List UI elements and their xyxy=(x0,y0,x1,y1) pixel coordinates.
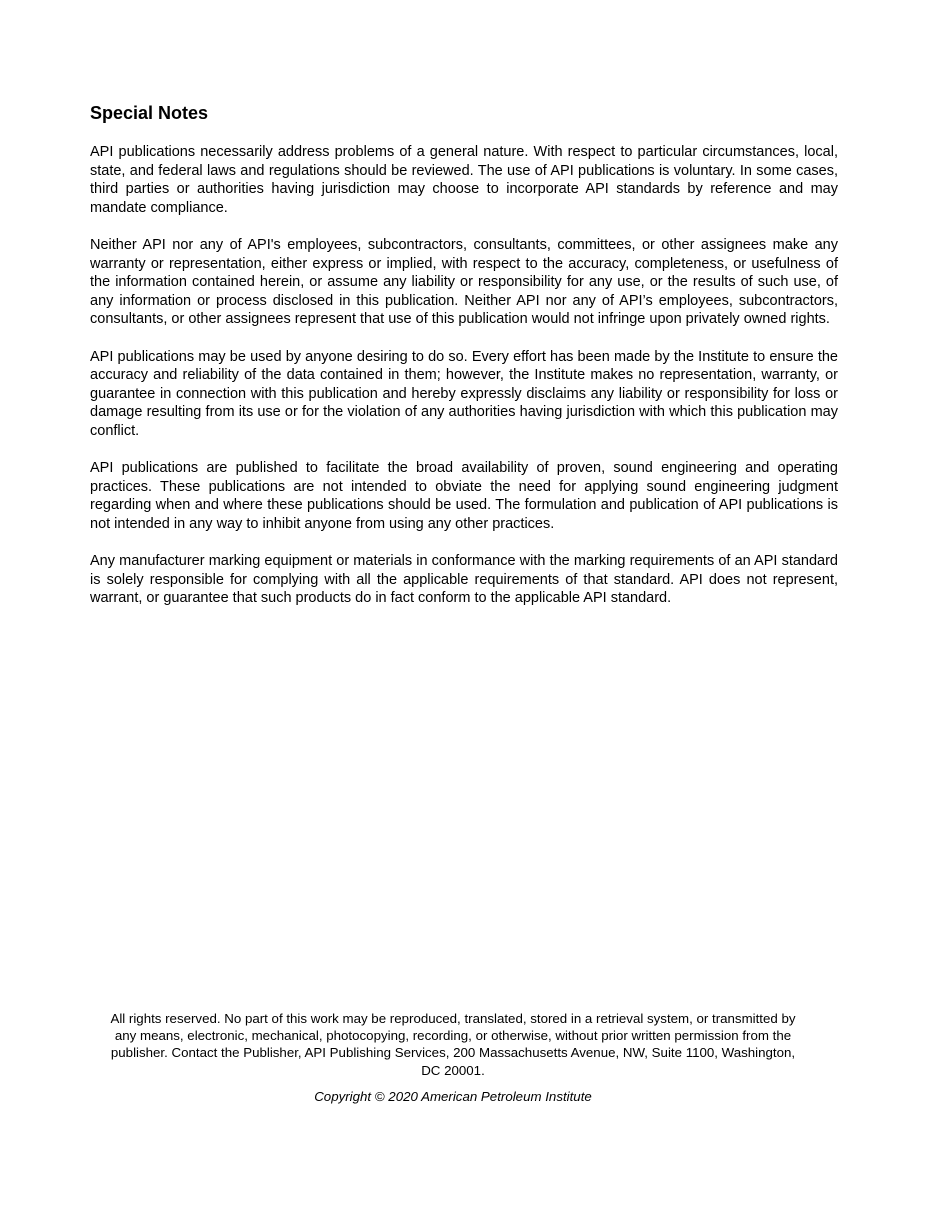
paragraph-warranty: Neither API nor any of API's employees, subcontractors, consultants, committees, or other assignees make any warranty or representation, either express or implied, with respect to the accuracy, completeness, or usefulness of the information contained herein, or assume any liability or responsibility for any use, or the results of such use, of any information or process disclosed in this publication. Neither API nor any of API’s employees, subcontractors, consultants, or other assignees represent that use of this publication would not infringe upon privately owned rights. xyxy=(90,236,838,328)
paragraph-usage: API publications may be used by anyone desiring to do so. Every effort has been made by the Institute to ensure the accuracy and reliability of the data contained in them; however, the Institute makes no representation, warranty, or guarantee in connection with this publication and hereby expressly disclaims any liability or responsibility for loss or damage resulting from its use or for the violation of any authorities having jurisdiction with which this publication may conflict. xyxy=(90,348,838,439)
paragraph-availability: API publications are published to facilitate the broad availability of proven, sound engineering and operating practices. These publications are not intended to obviate the need for applying sound engineering judgment regarding when and where these publications should be used. The formulation and publication of API publications is not intended in any way to inhibit anyone from using any other practices. xyxy=(90,460,838,532)
rights-notice: All rights reserved. No part of this work may be reproduced, translated, stored in a retrieval system, or transmitted by any means, electronic, mechanical, photocopying, recording, or otherwise, without prior written permission from the publisher. Contact the Publisher, API Publishing Services, 200 Massachusetts Avenue, NW, Suite 1100, Washington, DC 20001. xyxy=(110,1011,796,1078)
copyright-notice: Copyright © 2020 American Petroleum Institute xyxy=(314,1088,592,1104)
paragraph-marking: Any manufacturer marking equipment or materials in conformance with the marking requirements of an API standard is solely responsible for complying with all the applicable requirements of that standard. API does not represent, warrant, or guarantee that such products do in fact conform to the applicable API standard. xyxy=(90,553,838,607)
paragraph-general-nature: API publications necessarily address problems of a general nature. With respect to particular circumstances, local, state, and federal laws and regulations should be reviewed. The use of API publications is voluntary. In some cases, third parties or authorities having jurisdiction may choose to incorporate API standards by reference and may mandate compliance. xyxy=(90,144,838,216)
page-footer xyxy=(105,1010,801,1105)
page-title: Special Notes xyxy=(90,103,209,123)
special-notes-section xyxy=(90,102,838,626)
